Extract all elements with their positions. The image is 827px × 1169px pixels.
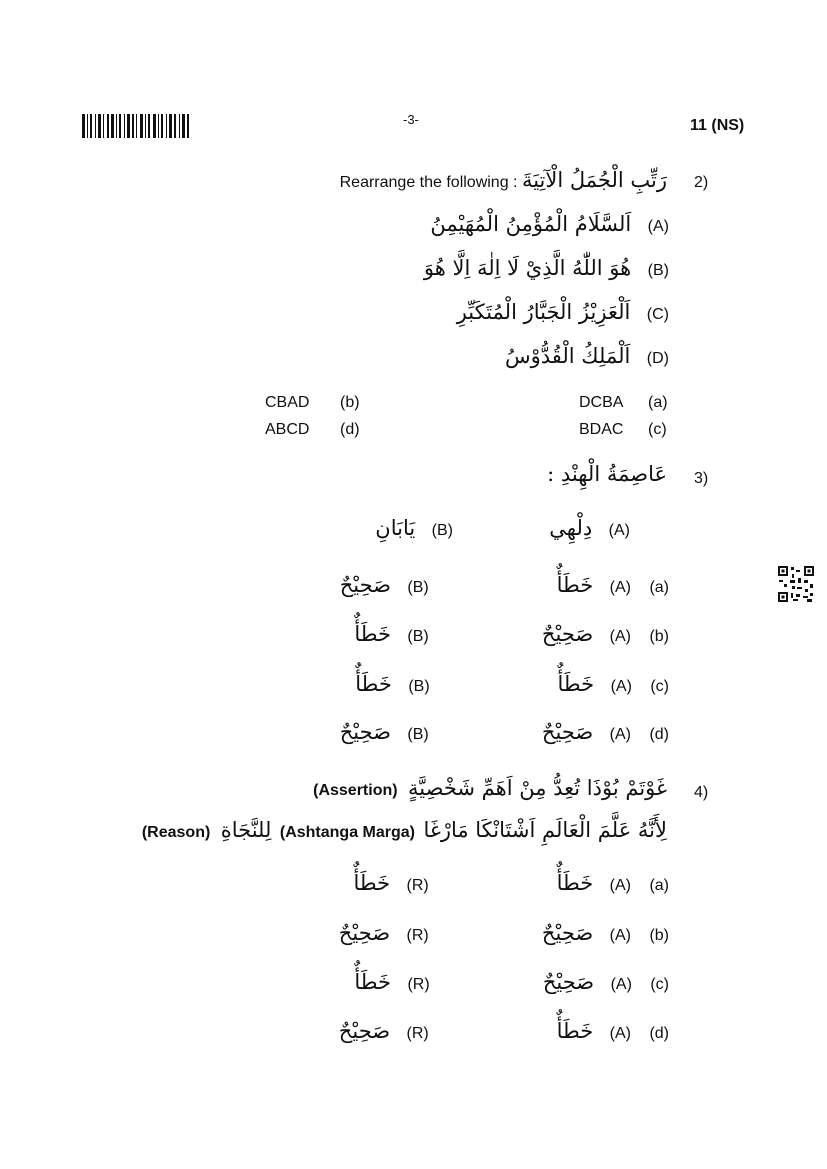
option-row: (c) (A) خَطَأٌ (B) خَطَأٌ: [355, 672, 669, 696]
option-row: (c) (A) صَحِيْحٌ (R) خَطَأٌ: [354, 970, 669, 994]
question-number: 3): [694, 470, 709, 487]
option-row: (a) (A) خَطَأٌ (R) خَطَأٌ: [353, 871, 669, 895]
list-item: (C) اَلْعَزِيْزُ الْجَبَّارُ الْمُتَكَبِّرِ: [456, 300, 669, 324]
option-row: (d) (A) خَطَأٌ (R) صَحِيْحٌ: [338, 1019, 669, 1043]
page-number: -3-: [403, 112, 419, 127]
option-label: (a): [648, 394, 668, 411]
option-row: (b) (A) صَحِيْحٌ (B) خَطَأٌ: [354, 622, 669, 646]
question-number: 2): [694, 174, 709, 191]
instruction-english: Rearrange the following :: [339, 174, 518, 191]
option-value: CBAD: [265, 394, 310, 411]
option-label: (d): [340, 421, 360, 438]
option-value: ABCD: [265, 421, 310, 438]
option-row: (b) (A) صَحِيْحٌ (R) صَحِيْحٌ: [338, 921, 669, 945]
option-value: BDAC: [579, 421, 624, 438]
question-heading: [340, 168, 667, 192]
option-label: (c): [648, 421, 667, 438]
option-value: DCBA: [579, 394, 624, 411]
instruction-arabic: رَتِّبِ الْجُمَلُ الْآتِيَةَ: [521, 168, 667, 192]
statement: (A) دِلْهِي: [549, 516, 630, 540]
assertion-line: غَوْتَمْ بُوْذَا تُعِدُّ مِنْ اَهَمِّ شَخْصِيَّةٍ (Assertion): [313, 776, 667, 800]
option-row: (a) (A) خَطَأٌ (B) صَحِيْحٌ: [339, 573, 669, 597]
barcode: [82, 114, 222, 138]
question-heading: عَاصِمَةُ الْهِنْدِ :: [547, 462, 667, 486]
paper-code: 11 (NS): [690, 117, 745, 134]
reason-line: لِأَنَّهُ عَلَّمَ الْعَالَمِ اَشْتَانْكَا مَارْغَا (Ashtanga Marga) لِلنَّجَاةِ (Reason): [141, 818, 667, 842]
option-row: (d) (A) صَحِيْحٌ (B) صَحِيْحٌ: [339, 720, 669, 744]
question-number: 4): [694, 784, 709, 801]
list-item: (A) اَلسَّلَامُ الْمُؤْمِنُ الْمُهَيْمِنُ: [430, 212, 669, 236]
option-label: (b): [340, 394, 360, 411]
statement: (B) يَابَانِ: [375, 516, 453, 540]
list-item: (B) هُوَ اللّٰهُ الَّذِيْ لَا اِلٰهَ اِلَّا هُوَ: [423, 256, 669, 280]
qr-code-icon: [777, 565, 815, 603]
list-item: (D) اَلْمَلِكُ الْقُدُّوْسُ: [504, 344, 669, 368]
